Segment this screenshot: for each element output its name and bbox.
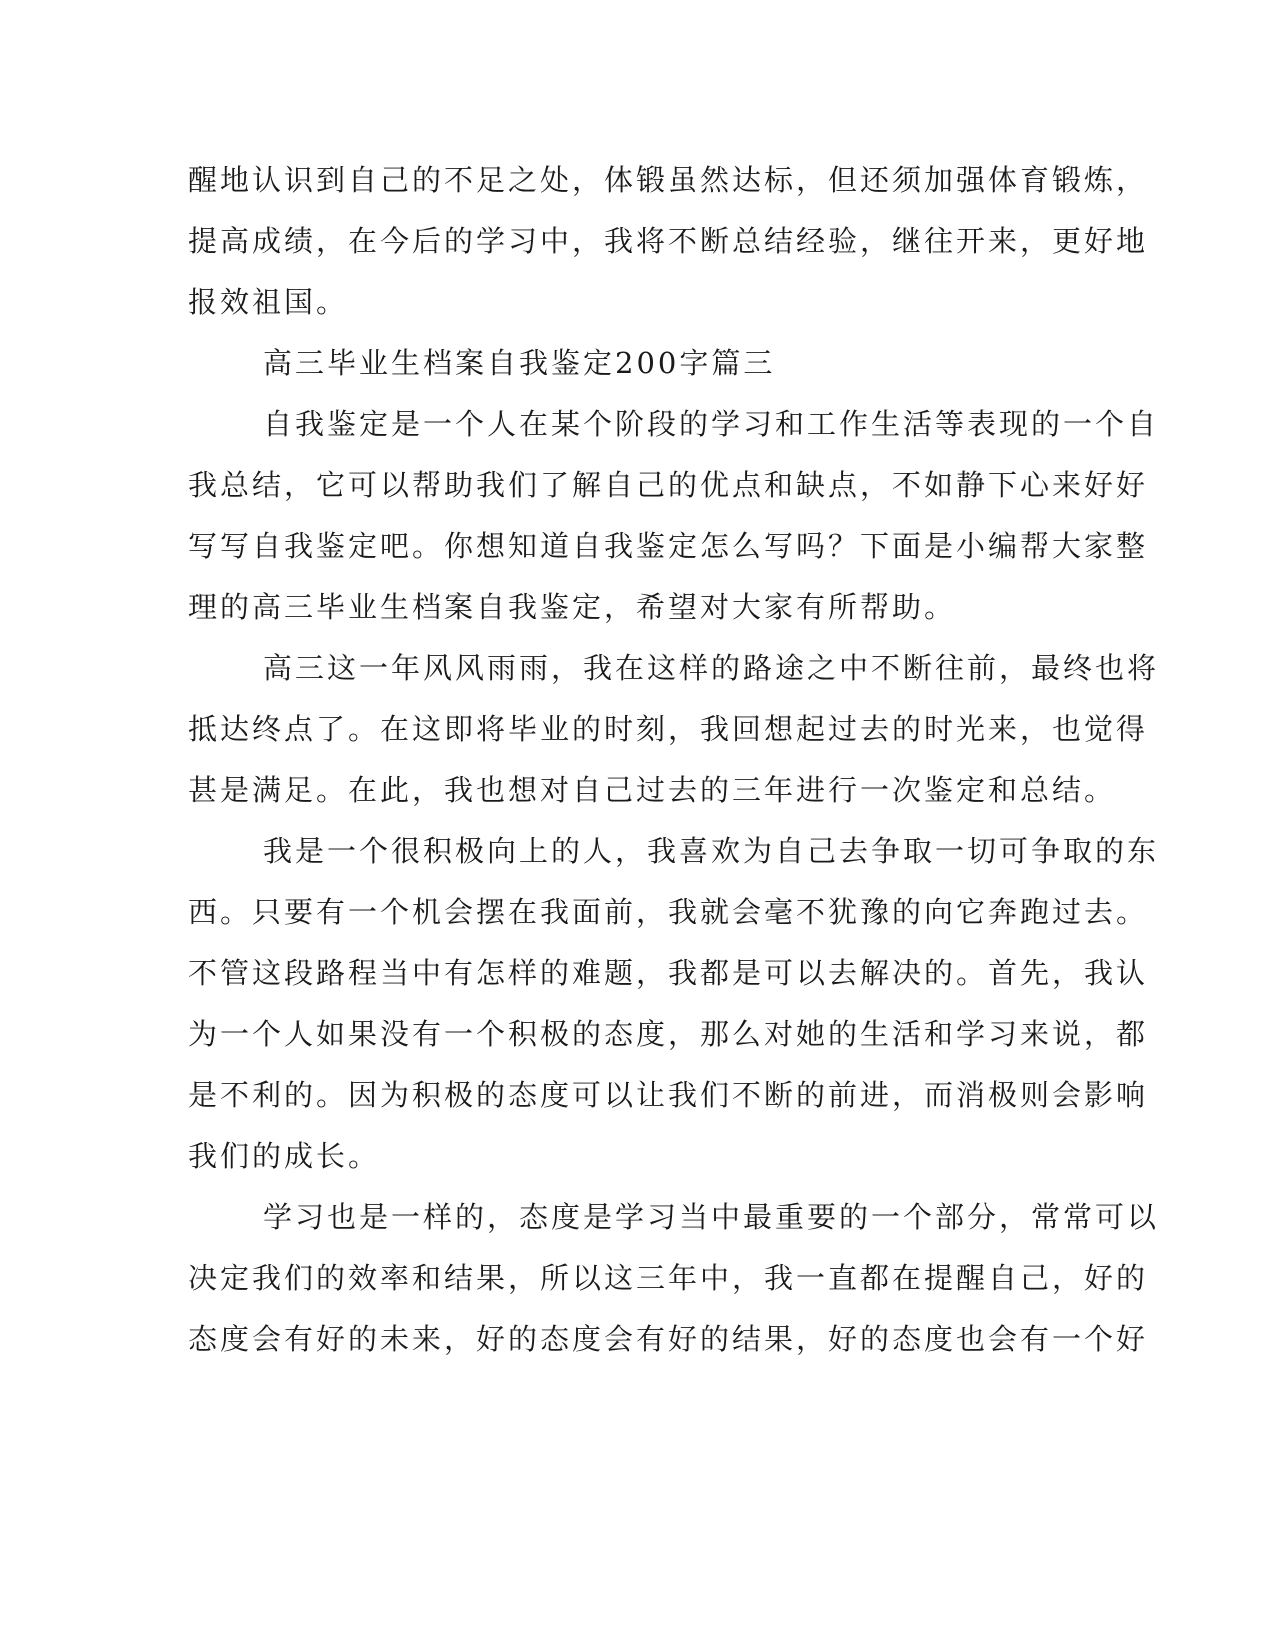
document-body xyxy=(188,150,1160,1370)
paragraph-4-line-1: 学习也是一样的，态度是学习当中最重要的一个部分，常常可以 xyxy=(263,1200,1160,1234)
paragraph-3-line-1: 我是一个很积极向上的人，我喜欢为自己去争取一切可争取的东 xyxy=(263,834,1160,868)
section-heading: 高三毕业生档案自我鉴定200字篇三 xyxy=(263,346,776,380)
paragraph-3-line-4: 为一个人如果没有一个积极的态度，那么对她的生活和学习来说，都 xyxy=(188,1017,1149,1051)
paragraph-3-line-3: 不管这段路程当中有怎样的难题，我都是可以去解决的。首先，我认 xyxy=(188,956,1149,990)
paragraph-2-line-1: 高三这一年风风雨雨，我在这样的路途之中不断往前，最终也将 xyxy=(263,651,1160,685)
paragraph-2-line-3: 甚是满足。在此，我也想对自己过去的三年进行一次鉴定和总结。 xyxy=(188,773,1117,807)
paragraph-3-line-6: 我们的成长。 xyxy=(188,1139,381,1173)
intro-line-3: 报效祖国。 xyxy=(188,285,349,319)
paragraph-1-line-1: 自我鉴定是一个人在某个阶段的学习和工作生活等表现的一个自 xyxy=(263,407,1160,441)
intro-line-2: 提高成绩，在今后的学习中，我将不断总结经验，继往开来，更好地 xyxy=(188,224,1149,258)
paragraph-1-line-3: 写写自我鉴定吧。你想知道自我鉴定怎么写吗？下面是小编帮大家整 xyxy=(188,529,1149,563)
paragraph-3-line-5: 是不利的。因为积极的态度可以让我们不断的前进，而消极则会影响 xyxy=(188,1078,1149,1112)
intro-line-1: 醒地认识到自己的不足之处，体锻虽然达标，但还须加强体育锻炼， xyxy=(188,163,1149,197)
paragraph-2-line-2: 抵达终点了。在这即将毕业的时刻，我回想起过去的时光来，也觉得 xyxy=(188,712,1149,746)
paragraph-1-line-4: 理的高三毕业生档案自我鉴定，希望对大家有所帮助。 xyxy=(188,590,957,624)
paragraph-4-line-3: 态度会有好的未来，好的态度会有好的结果，好的态度也会有一个好 xyxy=(188,1322,1149,1356)
paragraph-4-line-2: 决定我们的效率和结果，所以这三年中，我一直都在提醒自己，好的 xyxy=(188,1261,1149,1295)
paragraph-1-line-2: 我总结，它可以帮助我们了解自己的优点和缺点，不如静下心来好好 xyxy=(188,468,1149,502)
paragraph-3-line-2: 西。只要有一个机会摆在我面前，我就会毫不犹豫的向它奔跑过去。 xyxy=(188,895,1149,929)
